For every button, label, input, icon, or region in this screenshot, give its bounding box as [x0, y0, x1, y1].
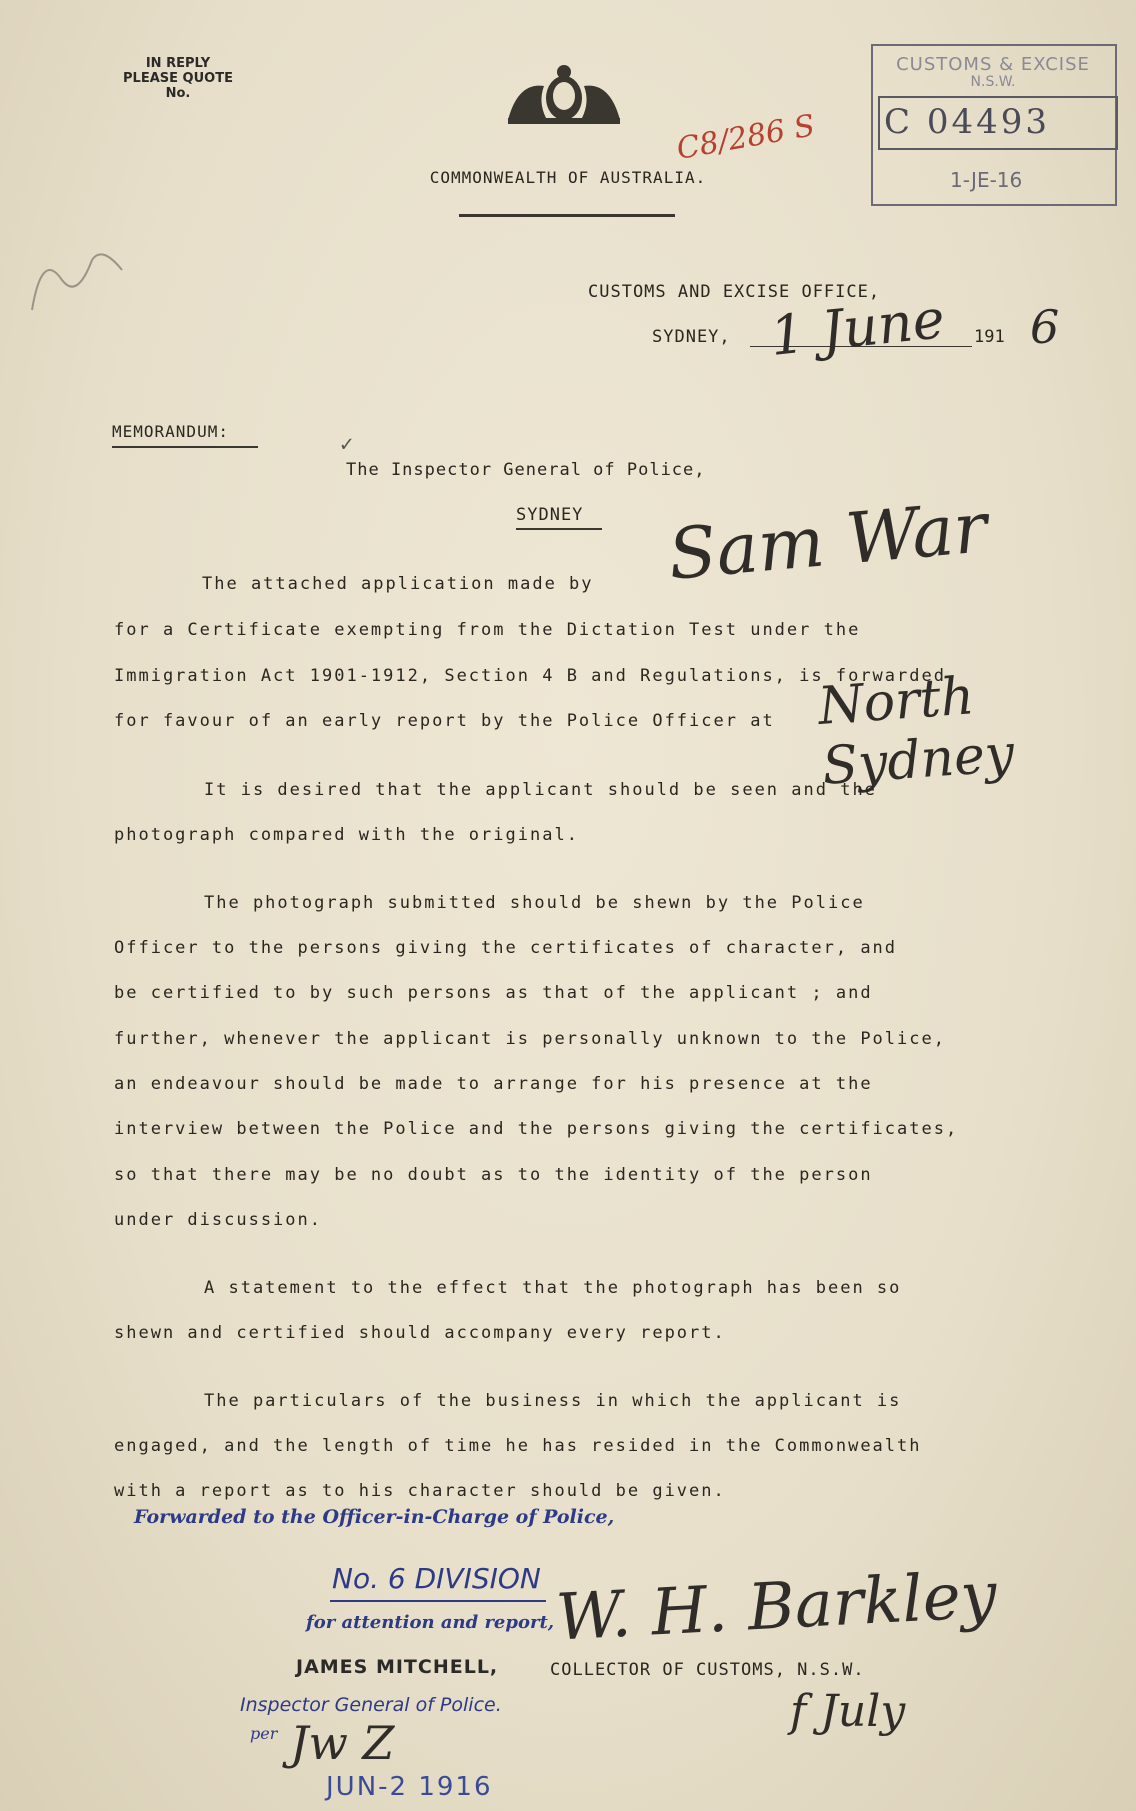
body-line: photograph compared with the original.: [114, 825, 579, 845]
body-line: for a Certificate exempting from the Dictation Test under the: [114, 620, 861, 640]
addressee: The Inspector General of Police,: [346, 460, 706, 480]
title-divider: [459, 214, 675, 217]
page-title: COMMONWEALTH OF AUSTRALIA.: [429, 168, 707, 187]
stamp-office-line: CUSTOMS & EXCISE: [896, 54, 1090, 75]
handwritten-date: 1 June: [767, 287, 948, 368]
office-name: CUSTOMS AND EXCISE OFFICE,: [588, 282, 881, 302]
body-line: It is desired that the applicant should be seen and the: [204, 780, 877, 800]
body-line: further, whenever the applicant is personally unknown to the Police,: [114, 1029, 946, 1049]
margin-pencil-mark: [22, 240, 132, 320]
stamp-date: 1-JE-16: [950, 168, 1023, 192]
body-line: The photograph submitted should be shewn by the Police: [204, 893, 865, 913]
handwritten-reference: C8/286 S: [674, 108, 818, 167]
handwritten-per-initials: Jw Z: [290, 1716, 395, 1770]
division-stamp: No. 6 DIVISION: [332, 1562, 541, 1595]
body-line: interview between the Police and the persons giving the certificates,: [114, 1119, 959, 1139]
handwritten-applicant-name: Sam War: [665, 486, 991, 596]
royal-coat-of-arms-icon: [498, 62, 630, 128]
body-line: shewn and certified should accompany every report.: [114, 1323, 726, 1343]
division-underline: [330, 1600, 546, 1602]
addressee-city: SYDNEY: [516, 505, 584, 525]
reply-line-1: IN REPLY: [145, 56, 211, 71]
memo-underline: [112, 446, 258, 448]
office-city: SYDNEY,: [652, 327, 731, 347]
check-mark-icon: ✓: [340, 432, 354, 457]
collector-name: JAMES MITCHELL,: [296, 1656, 499, 1678]
reply-line-3: No.: [165, 86, 191, 101]
reply-quote-block: [108, 56, 248, 101]
body-line: The attached application made by: [202, 574, 594, 594]
body-line: engaged, and the length of time he has resided in the Commonwealth: [114, 1436, 922, 1456]
memo-heading: MEMORANDUM:: [112, 422, 229, 441]
date-stamp: JUN-2 1916: [326, 1772, 493, 1802]
year-prefix: 191: [974, 327, 1005, 347]
handwritten-police-location: North Sydney: [816, 666, 1017, 797]
body-line: with a report as to his character should be given.: [114, 1481, 726, 1501]
handwritten-initials: f July: [790, 1686, 906, 1737]
attention-stamp: for attention and report,: [306, 1612, 555, 1633]
collector-title: COLLECTOR OF CUSTOMS, N.S.W.: [550, 1660, 865, 1680]
stamp-number: C 04493: [884, 102, 1050, 142]
per-label: per: [250, 1724, 278, 1743]
body-line: an endeavour should be made to arrange for his presence at the: [114, 1074, 873, 1094]
body-line: be certified to by such persons as that of the applicant ; and: [114, 983, 873, 1003]
body-line: Immigration Act 1901-1912, Section 4 B and Regulations, is forwarded: [114, 666, 946, 686]
body-line: for favour of an early report by the Police Officer at: [114, 711, 775, 731]
addressee-city-underline: [516, 528, 602, 530]
inspector-stamp: Inspector General of Police.: [240, 1694, 502, 1716]
forwarded-stamp: Forwarded to the Officer-in-Charge of Police,: [134, 1506, 615, 1528]
body-line: so that there may be no doubt as to the identity of the person: [114, 1165, 873, 1185]
body-line: under discussion.: [114, 1210, 322, 1230]
body-line: Officer to the persons giving the certificates of character, and: [114, 938, 898, 958]
year-suffix: 6: [1030, 300, 1060, 354]
reply-line-2: PLEASE QUOTE: [123, 71, 233, 86]
handwritten-signature: W. H. Barkley: [554, 1558, 999, 1656]
stamp-state-line: N.S.W.: [970, 74, 1016, 90]
body-line: The particulars of the business in which the applicant is: [204, 1391, 902, 1411]
body-line: A statement to the effect that the photograph has been so: [204, 1278, 902, 1298]
